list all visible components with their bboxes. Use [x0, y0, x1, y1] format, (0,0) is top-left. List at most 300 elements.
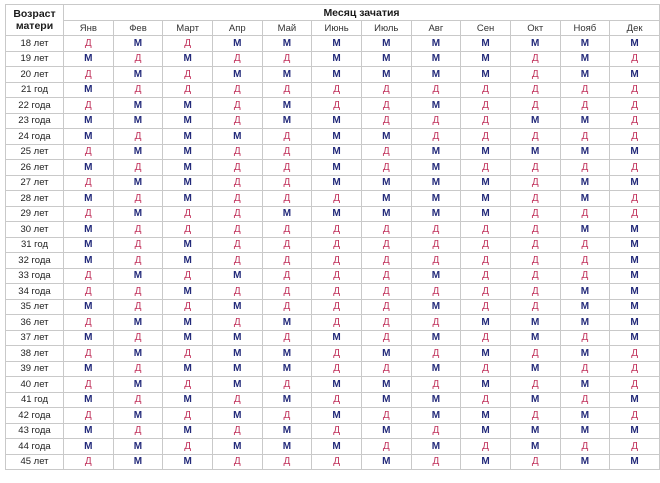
mother-age-cell: 23 года	[6, 113, 64, 129]
boy-cell: М	[510, 315, 560, 331]
boy-cell: М	[461, 423, 511, 439]
boy-cell: М	[461, 454, 511, 470]
boy-cell: М	[610, 330, 660, 346]
mother-age-cell: 44 года	[6, 439, 64, 455]
girl-cell: Д	[510, 51, 560, 67]
table-row	[6, 36, 660, 52]
mother-age-cell: 31 год	[6, 237, 64, 253]
boy-cell: М	[113, 67, 163, 83]
boy-cell: М	[113, 377, 163, 393]
girl-cell: Д	[163, 346, 213, 362]
girl-cell: Д	[312, 237, 362, 253]
boy-cell: М	[610, 454, 660, 470]
girl-cell: Д	[212, 253, 262, 269]
girl-cell: Д	[63, 315, 113, 331]
girl-cell: Д	[63, 206, 113, 222]
boy-cell: М	[63, 51, 113, 67]
month-header-1: Янв	[63, 21, 113, 36]
girl-cell: Д	[63, 377, 113, 393]
girl-cell: Д	[560, 361, 610, 377]
girl-cell: Д	[411, 454, 461, 470]
girl-cell: Д	[560, 82, 610, 98]
boy-cell: М	[361, 346, 411, 362]
girl-cell: Д	[113, 51, 163, 67]
mother-age-cell: 40 лет	[6, 377, 64, 393]
boy-cell: М	[312, 377, 362, 393]
month-header-11: Нояб	[560, 21, 610, 36]
boy-cell: М	[560, 36, 610, 52]
month-header-7: Июль	[361, 21, 411, 36]
boy-cell: М	[212, 330, 262, 346]
mother-age-cell: 45 лет	[6, 454, 64, 470]
boy-cell: М	[63, 82, 113, 98]
mother-age-cell: 38 лет	[6, 346, 64, 362]
boy-cell: М	[610, 67, 660, 83]
boy-cell: М	[212, 377, 262, 393]
girl-cell: Д	[163, 377, 213, 393]
girl-cell: Д	[510, 206, 560, 222]
girl-cell: Д	[312, 82, 362, 98]
boy-cell: М	[163, 454, 213, 470]
girl-cell: Д	[361, 113, 411, 129]
girl-cell: Д	[461, 160, 511, 176]
mother-age-cell: 28 лет	[6, 191, 64, 207]
girl-cell: Д	[411, 222, 461, 238]
girl-cell: Д	[361, 222, 411, 238]
girl-cell: Д	[212, 315, 262, 331]
mother-age-cell: 21 год	[6, 82, 64, 98]
girl-cell: Д	[510, 191, 560, 207]
boy-cell: М	[163, 129, 213, 145]
girl-cell: Д	[113, 392, 163, 408]
girl-cell: Д	[212, 144, 262, 160]
girl-cell: Д	[361, 284, 411, 300]
girl-cell: Д	[361, 268, 411, 284]
boy-cell: М	[262, 346, 312, 362]
boy-cell: М	[361, 51, 411, 67]
mother-age-cell: 20 лет	[6, 67, 64, 83]
boy-cell: М	[461, 191, 511, 207]
girl-cell: Д	[163, 206, 213, 222]
girl-cell: Д	[163, 222, 213, 238]
table-row	[6, 330, 660, 346]
mother-age-cell: 33 года	[6, 268, 64, 284]
girl-cell: Д	[63, 454, 113, 470]
girl-cell: Д	[63, 175, 113, 191]
boy-cell: М	[610, 175, 660, 191]
girl-cell: Д	[610, 129, 660, 145]
boy-cell: М	[113, 315, 163, 331]
girl-cell: Д	[461, 222, 511, 238]
girl-cell: Д	[560, 268, 610, 284]
girl-cell: Д	[312, 315, 362, 331]
table-row	[6, 392, 660, 408]
boy-cell: М	[312, 67, 362, 83]
boy-cell: М	[212, 36, 262, 52]
girl-cell: Д	[510, 129, 560, 145]
table-row	[6, 268, 660, 284]
boy-cell: М	[163, 144, 213, 160]
girl-cell: Д	[113, 284, 163, 300]
girl-cell: Д	[510, 98, 560, 114]
girl-cell: Д	[510, 67, 560, 83]
girl-cell: Д	[113, 129, 163, 145]
boy-cell: М	[63, 392, 113, 408]
boy-cell: М	[113, 346, 163, 362]
boy-cell: М	[610, 222, 660, 238]
mother-age-cell: 18 лет	[6, 36, 64, 52]
mother-age-cell: 34 года	[6, 284, 64, 300]
mother-age-header-line2: матери	[15, 20, 54, 32]
girl-cell: Д	[361, 144, 411, 160]
boy-cell: М	[262, 392, 312, 408]
girl-cell: Д	[510, 160, 560, 176]
boy-cell: М	[411, 408, 461, 424]
girl-cell: Д	[312, 253, 362, 269]
boy-cell: М	[163, 175, 213, 191]
boy-cell: М	[212, 346, 262, 362]
boy-cell: М	[361, 206, 411, 222]
table-row	[6, 191, 660, 207]
conception-month-header: Месяц зачатия	[63, 5, 659, 21]
mother-age-cell: 32 года	[6, 253, 64, 269]
boy-cell: М	[560, 113, 610, 129]
conception-calendar-table	[5, 4, 660, 470]
girl-cell: Д	[312, 392, 362, 408]
girl-cell: Д	[510, 222, 560, 238]
girl-cell: Д	[212, 284, 262, 300]
girl-cell: Д	[212, 237, 262, 253]
table-row	[6, 361, 660, 377]
girl-cell: Д	[461, 253, 511, 269]
boy-cell: М	[113, 206, 163, 222]
boy-cell: М	[361, 36, 411, 52]
boy-cell: М	[610, 36, 660, 52]
boy-cell: М	[63, 439, 113, 455]
girl-cell: Д	[262, 237, 312, 253]
boy-cell: М	[461, 377, 511, 393]
girl-cell: Д	[411, 346, 461, 362]
girl-cell: Д	[312, 361, 362, 377]
boy-cell: М	[63, 361, 113, 377]
girl-cell: Д	[113, 191, 163, 207]
month-header-5: Май	[262, 21, 312, 36]
girl-cell: Д	[461, 237, 511, 253]
month-header-row	[6, 21, 660, 36]
boy-cell: М	[560, 284, 610, 300]
boy-cell: М	[212, 361, 262, 377]
boy-cell: М	[163, 361, 213, 377]
boy-cell: М	[163, 315, 213, 331]
girl-cell: Д	[163, 439, 213, 455]
boy-cell: М	[461, 346, 511, 362]
table-row	[6, 175, 660, 191]
girl-cell: Д	[560, 330, 610, 346]
girl-cell: Д	[610, 98, 660, 114]
boy-cell: М	[411, 268, 461, 284]
girl-cell: Д	[262, 51, 312, 67]
boy-cell: М	[312, 36, 362, 52]
girl-cell: Д	[610, 191, 660, 207]
girl-cell: Д	[163, 408, 213, 424]
boy-cell: М	[63, 129, 113, 145]
girl-cell: Д	[560, 129, 610, 145]
girl-cell: Д	[461, 82, 511, 98]
girl-cell: Д	[411, 284, 461, 300]
girl-cell: Д	[411, 315, 461, 331]
girl-cell: Д	[610, 113, 660, 129]
girl-cell: Д	[113, 253, 163, 269]
girl-cell: Д	[212, 222, 262, 238]
girl-cell: Д	[510, 299, 560, 315]
boy-cell: М	[361, 191, 411, 207]
girl-cell: Д	[262, 129, 312, 145]
boy-cell: М	[560, 191, 610, 207]
girl-cell: Д	[560, 160, 610, 176]
mother-age-cell: 35 лет	[6, 299, 64, 315]
boy-cell: М	[262, 67, 312, 83]
table-row	[6, 82, 660, 98]
girl-cell: Д	[113, 237, 163, 253]
girl-cell: Д	[461, 361, 511, 377]
girl-cell: Д	[610, 408, 660, 424]
boy-cell: М	[212, 67, 262, 83]
boy-cell: М	[113, 439, 163, 455]
girl-cell: Д	[461, 439, 511, 455]
boy-cell: М	[411, 160, 461, 176]
girl-cell: Д	[510, 408, 560, 424]
girl-cell: Д	[510, 377, 560, 393]
table-row	[6, 98, 660, 114]
table-row	[6, 284, 660, 300]
boy-cell: М	[113, 113, 163, 129]
mother-age-cell: 39 лет	[6, 361, 64, 377]
girl-cell: Д	[212, 392, 262, 408]
girl-cell: Д	[610, 206, 660, 222]
girl-cell: Д	[163, 36, 213, 52]
boy-cell: М	[212, 299, 262, 315]
girl-cell: Д	[63, 67, 113, 83]
boy-cell: М	[63, 160, 113, 176]
boy-cell: М	[312, 206, 362, 222]
boy-cell: М	[163, 98, 213, 114]
boy-cell: М	[361, 423, 411, 439]
boy-cell: М	[411, 392, 461, 408]
boy-cell: М	[560, 144, 610, 160]
table-row	[6, 160, 660, 176]
boy-cell: М	[262, 113, 312, 129]
girl-cell: Д	[312, 454, 362, 470]
girl-cell: Д	[312, 299, 362, 315]
boy-cell: М	[510, 330, 560, 346]
girl-cell: Д	[411, 237, 461, 253]
month-header-6: Июнь	[312, 21, 362, 36]
girl-cell: Д	[212, 454, 262, 470]
girl-cell: Д	[411, 82, 461, 98]
girl-cell: Д	[411, 253, 461, 269]
boy-cell: М	[312, 408, 362, 424]
girl-cell: Д	[510, 346, 560, 362]
boy-cell: М	[461, 175, 511, 191]
boy-cell: М	[411, 67, 461, 83]
girl-cell: Д	[461, 268, 511, 284]
girl-cell: Д	[63, 144, 113, 160]
table-row	[6, 237, 660, 253]
month-header-3: Март	[163, 21, 213, 36]
boy-cell: М	[610, 144, 660, 160]
girl-cell: Д	[312, 284, 362, 300]
girl-cell: Д	[510, 82, 560, 98]
boy-cell: М	[610, 299, 660, 315]
girl-cell: Д	[361, 253, 411, 269]
girl-cell: Д	[262, 377, 312, 393]
girl-cell: Д	[610, 361, 660, 377]
boy-cell: М	[113, 36, 163, 52]
mother-age-cell: 37 лет	[6, 330, 64, 346]
girl-cell: Д	[411, 113, 461, 129]
girl-cell: Д	[312, 423, 362, 439]
boy-cell: М	[461, 67, 511, 83]
girl-cell: Д	[361, 299, 411, 315]
boy-cell: М	[163, 253, 213, 269]
boy-cell: М	[461, 315, 511, 331]
girl-cell: Д	[510, 253, 560, 269]
girl-cell: Д	[610, 51, 660, 67]
girl-cell: Д	[361, 82, 411, 98]
boy-cell: М	[63, 113, 113, 129]
boy-cell: М	[560, 454, 610, 470]
boy-cell: М	[113, 268, 163, 284]
girl-cell: Д	[312, 268, 362, 284]
girl-cell: Д	[560, 439, 610, 455]
boy-cell: М	[560, 377, 610, 393]
boy-cell: М	[262, 36, 312, 52]
mother-age-cell: 42 года	[6, 408, 64, 424]
boy-cell: М	[312, 129, 362, 145]
girl-cell: Д	[113, 82, 163, 98]
girl-cell: Д	[312, 346, 362, 362]
boy-cell: М	[411, 439, 461, 455]
girl-cell: Д	[262, 330, 312, 346]
boy-cell: М	[510, 423, 560, 439]
mother-age-cell: 24 года	[6, 129, 64, 145]
boy-cell: М	[163, 392, 213, 408]
table-row	[6, 253, 660, 269]
mother-age-cell: 25 лет	[6, 144, 64, 160]
mother-age-cell: 29 лет	[6, 206, 64, 222]
mother-age-cell: 22 года	[6, 98, 64, 114]
girl-cell: Д	[63, 408, 113, 424]
girl-cell: Д	[510, 175, 560, 191]
girl-cell: Д	[262, 160, 312, 176]
girl-cell: Д	[212, 51, 262, 67]
table-body	[6, 36, 660, 470]
boy-cell: М	[510, 36, 560, 52]
boy-cell: М	[411, 51, 461, 67]
girl-cell: Д	[510, 268, 560, 284]
boy-cell: М	[63, 423, 113, 439]
boy-cell: М	[560, 346, 610, 362]
boy-cell: М	[610, 315, 660, 331]
boy-cell: М	[610, 284, 660, 300]
girl-cell: Д	[361, 408, 411, 424]
girl-cell: Д	[461, 330, 511, 346]
boy-cell: М	[560, 67, 610, 83]
girl-cell: Д	[212, 98, 262, 114]
girl-cell: Д	[262, 408, 312, 424]
boy-cell: М	[262, 423, 312, 439]
mother-age-header	[6, 5, 64, 36]
girl-cell: Д	[163, 67, 213, 83]
mother-age-cell: 36 лет	[6, 315, 64, 331]
boy-cell: М	[411, 36, 461, 52]
boy-cell: М	[610, 268, 660, 284]
table-row	[6, 129, 660, 145]
boy-cell: М	[262, 361, 312, 377]
girl-cell: Д	[262, 253, 312, 269]
table-row	[6, 439, 660, 455]
boy-cell: М	[312, 439, 362, 455]
table-row	[6, 377, 660, 393]
boy-cell: М	[63, 299, 113, 315]
boy-cell: М	[361, 377, 411, 393]
boy-cell: М	[212, 439, 262, 455]
month-header-4: Апр	[212, 21, 262, 36]
boy-cell: М	[113, 408, 163, 424]
girl-cell: Д	[113, 361, 163, 377]
boy-cell: М	[212, 408, 262, 424]
boy-cell: М	[163, 191, 213, 207]
boy-cell: М	[63, 330, 113, 346]
girl-cell: Д	[560, 392, 610, 408]
mother-age-cell: 43 года	[6, 423, 64, 439]
boy-cell: М	[411, 191, 461, 207]
girl-cell: Д	[461, 98, 511, 114]
girl-cell: Д	[361, 160, 411, 176]
girl-cell: Д	[262, 191, 312, 207]
table-row	[6, 299, 660, 315]
girl-cell: Д	[312, 222, 362, 238]
boy-cell: М	[212, 129, 262, 145]
boy-cell: М	[560, 299, 610, 315]
girl-cell: Д	[212, 206, 262, 222]
boy-cell: М	[63, 237, 113, 253]
girl-cell: Д	[610, 82, 660, 98]
girl-cell: Д	[262, 284, 312, 300]
boy-cell: М	[312, 113, 362, 129]
boy-cell: М	[560, 423, 610, 439]
boy-cell: М	[113, 144, 163, 160]
girl-cell: Д	[63, 98, 113, 114]
girl-cell: Д	[560, 253, 610, 269]
boy-cell: М	[262, 206, 312, 222]
table-row	[6, 67, 660, 83]
boy-cell: М	[163, 330, 213, 346]
girl-cell: Д	[113, 330, 163, 346]
boy-cell: М	[361, 454, 411, 470]
girl-cell: Д	[63, 36, 113, 52]
boy-cell: М	[560, 175, 610, 191]
boy-cell: М	[411, 330, 461, 346]
boy-cell: М	[560, 222, 610, 238]
girl-cell: Д	[212, 191, 262, 207]
girl-cell: Д	[610, 377, 660, 393]
girl-cell: Д	[113, 160, 163, 176]
girl-cell: Д	[63, 284, 113, 300]
month-header-8: Авг	[411, 21, 461, 36]
girl-cell: Д	[610, 160, 660, 176]
girl-cell: Д	[361, 330, 411, 346]
